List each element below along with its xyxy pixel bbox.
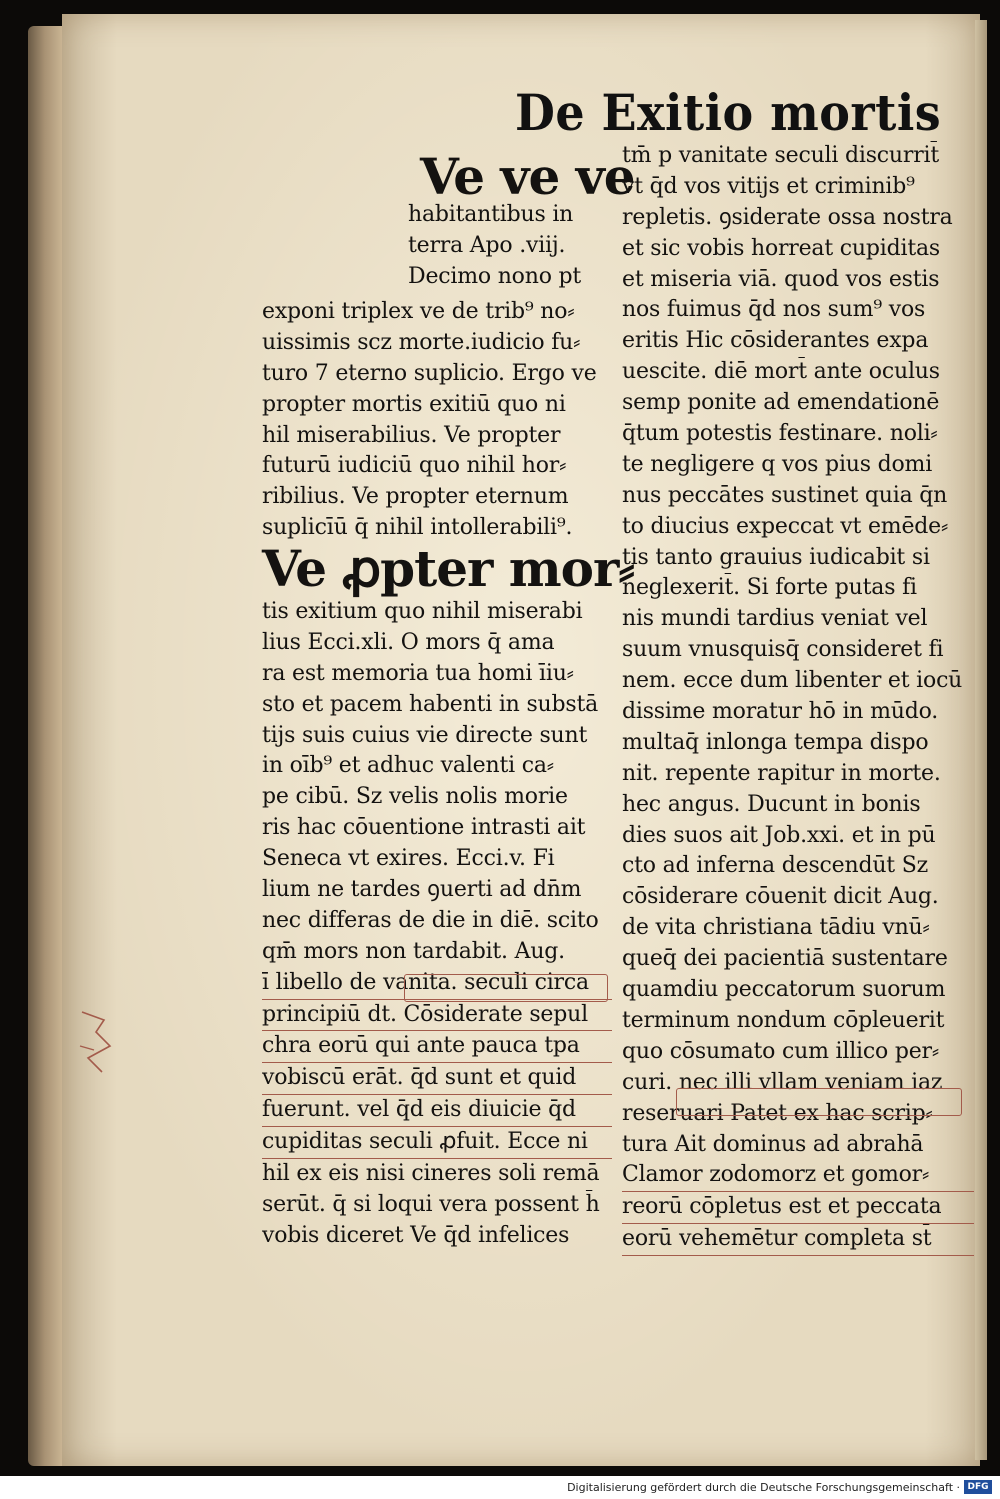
text-line: hec angus. Ducunt in bonis <box>622 791 921 817</box>
drop-initial-block <box>420 147 635 206</box>
text-line: te negligere q vos pius domi <box>622 451 933 477</box>
left-column <box>408 200 608 293</box>
text-line: semp ponite ad emendationē <box>622 390 940 416</box>
text-line: et sic vobis horreat cupiditas <box>622 235 940 261</box>
text-line: tura Ait dominus ad abrahā <box>622 1131 924 1157</box>
text-line: et miseria viā. quod vos estis <box>622 266 940 292</box>
text-line: de vita christiana tādiu vnū⸗ <box>622 915 930 941</box>
text-line: ribilius. Ve propter eternum <box>262 484 569 510</box>
page-edge <box>975 20 987 1460</box>
text-line: tm̄ p vanitate seculi discurrit̄ <box>622 143 940 168</box>
text-line-underlined: eorū vehemētur completa st̄ <box>622 1224 974 1256</box>
text-line-underlined: fuerunt. vel q̄d eis diuicie q̄d <box>262 1095 612 1127</box>
section-heading-block <box>262 539 635 598</box>
text-line-underlined: vobiscū erāt. q̄d sunt et quid <box>262 1063 612 1095</box>
left-column-body-b <box>262 597 612 1252</box>
text-line: qm̄ mors non tardabit. Aug. <box>262 938 565 964</box>
text-line: q̄tum potestis festinare. noli⸗ <box>622 421 938 447</box>
text-line: cōsiderare cōuenit dicit Aug. <box>622 884 939 910</box>
text-line: exponi triplex ve de trib⁹ no⸗ <box>262 299 575 324</box>
text-line: habitantibus in <box>408 202 574 227</box>
text-line: pe cibū. Sz velis nolis morie <box>262 784 568 810</box>
text-line: hil ex eis nisi cineres soli remā <box>262 1161 600 1187</box>
text-line: Decimo nono pt <box>408 263 582 289</box>
dfg-logo: DFG <box>964 1480 992 1494</box>
text-line-underlined: cupiditas seculi ꝓfuit. Ecce ni <box>262 1127 612 1159</box>
text-line: in oīb⁹ et adhuc valenti ca⸗ <box>262 753 554 779</box>
left-column-body-a <box>262 297 612 544</box>
marginal-doodle-icon <box>74 1006 122 1078</box>
text-line: hil miserabilius. Ve propter <box>262 422 561 448</box>
bleed-through-text <box>348 82 498 126</box>
text-line: nec differas de die in diē. scito <box>262 907 599 933</box>
text-line: to diucius expeccat vt emēde⸗ <box>622 513 949 539</box>
text-line: Seneca vt exires. Ecci.v. Fi <box>262 846 555 872</box>
text-line: terminum nondum cōpleuerit <box>622 1007 945 1033</box>
text-line: dissime moratur hō in mūdo. <box>622 699 939 725</box>
text-line: uescite. diē mort̄ ante oculus <box>622 359 940 385</box>
text-line: curi. nec illi vllam veniam iaz <box>622 1069 943 1095</box>
text-line: nus peccātes sustinet quia q̄n <box>622 482 948 508</box>
digitization-footer <box>0 1476 1000 1499</box>
text-line: nem. ecce dum libenter et iocū <box>622 668 963 694</box>
text-line: repletis. ꝯsiderate ossa nostra <box>622 204 953 230</box>
text-line: nit. repente rapitur in morte. <box>622 760 941 786</box>
text-line: quo cōsumato cum illico per⸗ <box>622 1038 939 1064</box>
text-line: multaq̄ inlonga tempa dispo <box>622 729 929 755</box>
text-line: futurū iudiciū quo nihil hor⸗ <box>262 453 567 479</box>
text-line: ra est memoria tua homi īiu⸗ <box>262 660 574 686</box>
text-line: neglexerit̄. Si forte putas fi <box>622 575 917 601</box>
text-line: dies suos ait Job.xxi. et in pū <box>622 822 936 848</box>
text-line: lius Ecci.xli. O mors q̄ ama <box>262 629 555 655</box>
text-line: vobis diceret Ve q̄d infelices <box>262 1222 570 1248</box>
text-line: reseruari Patet ex hac scrip⸗ <box>622 1100 933 1126</box>
text-line-underlined: principiū dt. Cōsiderate sepul <box>262 1000 612 1032</box>
text-line: serūt. q̄ si loqui vera possent h̄ <box>262 1191 600 1217</box>
text-line: cto ad inferna descendūt Sz <box>622 853 929 879</box>
footer-credit: Digitalisierung gefördert durch die Deutsche Forschungsgemeinschaft · <box>567 1481 960 1494</box>
text-line: tis tanto grauius iudicabit si <box>622 544 930 570</box>
text-line-underlined: chra eorū qui ante pauca tpa <box>262 1031 612 1063</box>
text-line-underlined: Clamor zodomorz et gomor⸗ <box>622 1160 974 1192</box>
text-line: eritis Hic cōsiderantes expa <box>622 328 929 354</box>
text-line-underlined: reorū cōpletus est et peccata <box>622 1192 974 1224</box>
right-column <box>622 141 974 1256</box>
text-line: nos fuimus q̄d nos sum⁹ vos <box>622 297 926 323</box>
text-line: queq̄ dei pacientiā sustentare <box>622 946 948 972</box>
text-line: lium ne tardes ꝯuerti ad dn̄m <box>262 877 582 903</box>
text-line: propter mortis exitiū quo ni <box>262 391 566 417</box>
section-heading: Ve ꝓpter mor⸗ <box>262 539 635 598</box>
running-header: De Exitio mortis <box>515 83 942 142</box>
text-line: terra Apo .viij. <box>408 232 566 258</box>
text-line: vt q̄d vos vitijs et criminib⁹ <box>622 173 915 199</box>
text-line: sto et pacem habenti in substā <box>262 691 599 717</box>
text-line-underlined: ī libello de vanita. seculi circa <box>262 968 612 1000</box>
text-line: tis exitium quo nihil miserabi <box>262 599 583 624</box>
text-line: ris hac cōuentione intrasti ait <box>262 815 586 841</box>
text-line: suum vnusquisq̄ consideret fi <box>622 637 944 663</box>
text-line: quamdiu peccatorum suorum <box>622 977 946 1003</box>
text-line: tijs suis cuius vie directe sunt <box>262 722 588 748</box>
text-line: uissimis scz morte.iudicio fu⸗ <box>262 329 581 355</box>
text-line: turo 7 eterno suplicio. Ergo ve <box>262 360 597 386</box>
drop-initial: Ve ve ve <box>420 147 635 206</box>
text-line: nis mundi tardius veniat vel <box>622 606 928 632</box>
text-line: suplicīū q̄ nihil intollerabili⁹. <box>262 515 573 541</box>
